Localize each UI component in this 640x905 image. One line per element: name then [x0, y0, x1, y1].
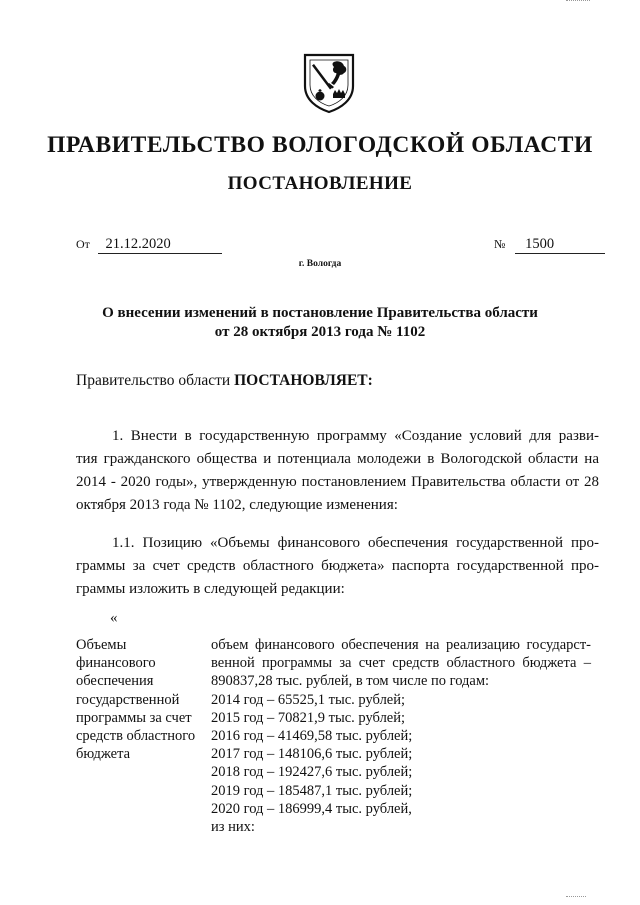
- heading-line-2: от 28 октября 2013 года № 1102: [214, 324, 426, 340]
- scan-mark-bottom: [566, 896, 586, 901]
- table-label-line: программы за счет: [76, 709, 192, 726]
- table-label-line: бюджета: [76, 746, 131, 763]
- table-value-line: из них:: [211, 819, 255, 836]
- document-heading: [0, 304, 640, 342]
- table-label-line: финансового: [76, 655, 156, 672]
- table-label-line: средств областного: [76, 728, 196, 745]
- table-value-line: 2016 год – 41469,58 тыс. рублей;: [211, 728, 413, 745]
- vologda-coat-of-arms-icon: [301, 52, 357, 114]
- number-prefix: №: [494, 237, 506, 251]
- paragraph-2-line: 1.1. Позицию «Объемы финансового обеспечения государственной про-: [112, 535, 599, 551]
- scan-mark-top: [566, 0, 590, 5]
- paragraph-1-line: октября 2013 года № 1102, следующие изменения:: [76, 497, 398, 513]
- paragraph-2: [76, 532, 599, 601]
- paragraph-1-line: тия гражданского общества и потенциала молодежи в Вологодской области на: [76, 451, 599, 467]
- paragraph-1-line: 2014 - 2020 годы», утвержденную постановлением Правительства области от 28: [76, 474, 599, 490]
- table-label-line: обеспечения: [76, 673, 154, 690]
- table-value-line: 2017 год – 148106,6 тыс. рублей;: [211, 746, 413, 763]
- document-number: [494, 236, 605, 254]
- number-value: 1500: [515, 236, 605, 254]
- opening-quote: «: [110, 610, 118, 626]
- decree-statement: [76, 372, 373, 390]
- date-prefix: От: [76, 237, 90, 251]
- decree-keyword: ПОСТАНОВЛЯЕТ:: [234, 372, 373, 389]
- table-value-line: венной программы за счет средств областного бюджета –: [211, 655, 591, 672]
- document-type: ПОСТАНОВЛЕНИЕ: [227, 173, 413, 194]
- heading-line-1: О внесении изменений в постановление Правительства области: [102, 305, 538, 321]
- date-value: 21.12.2020: [98, 236, 222, 254]
- table-value-line: 890837,28 тыс. рублей, в том числе по годам:: [211, 673, 490, 690]
- table-label-column: [76, 636, 204, 763]
- paragraph-1: [76, 425, 599, 517]
- document-date: [76, 236, 222, 254]
- table-value-line: 2014 год – 65525,1 тыс. рублей;: [211, 691, 406, 708]
- table-value-line: 2018 год – 192427,6 тыс. рублей;: [211, 764, 413, 781]
- table-value-line: 2020 год – 186999,4 тыс. рублей,: [211, 800, 412, 817]
- table-value-line: 2015 год – 70821,9 тыс. рублей;: [211, 709, 406, 726]
- table-value-line: 2019 год – 185487,1 тыс. рублей;: [211, 782, 413, 799]
- paragraph-2-line: граммы за счет средств областного бюджета» паспорта государственной про-: [76, 558, 599, 574]
- table-label-line: государственной: [76, 691, 180, 708]
- table-value-line: объем финансового обеспечения на реализацию государст-: [211, 637, 591, 653]
- table-value-column: [211, 636, 591, 836]
- city: г. Вологда: [298, 259, 342, 269]
- paragraph-1-line: 1. Внести в государственную программу «Создание условий для разви-: [112, 428, 599, 444]
- organization-title: ПРАВИТЕЛЬСТВО ВОЛОГОДСКОЙ ОБЛАСТИ: [47, 132, 593, 158]
- table-label-line: Объемы: [76, 637, 127, 653]
- decree-lead: Правительство области: [76, 372, 235, 389]
- paragraph-2-line: граммы изложить в следующей редакции:: [76, 581, 345, 597]
